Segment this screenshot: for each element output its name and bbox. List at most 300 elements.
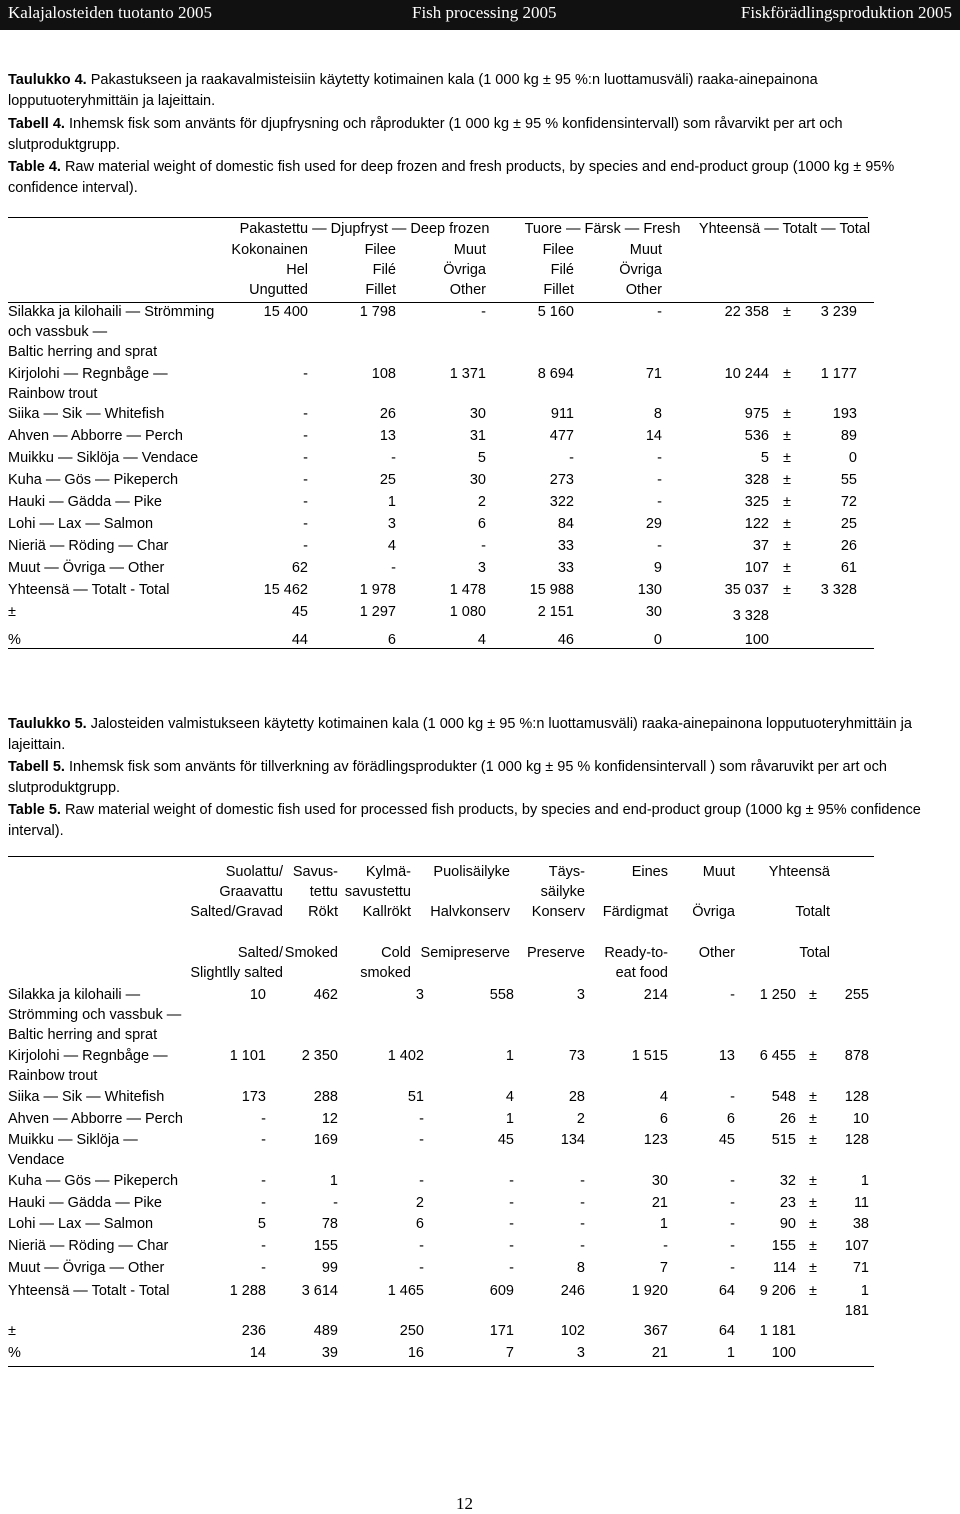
table-cell: 1 402	[387, 1048, 424, 1064]
row-label: Silakka ja kilohaili — Strömming	[8, 304, 215, 320]
confidence-interval: 11	[853, 1195, 869, 1211]
table-cell: -	[663, 1238, 668, 1254]
table-cell: 2	[477, 494, 486, 510]
table-cell: 975	[744, 406, 769, 422]
confidence-interval: 26	[840, 538, 857, 554]
table-cell: 5 160	[537, 304, 574, 320]
table-cell: 1 478	[449, 582, 486, 598]
column-header: Other	[625, 282, 662, 298]
table-cell: 78	[321, 1216, 338, 1232]
row-label: Ahven — Abborre — Perch	[8, 428, 183, 444]
column-header: Övriga	[619, 262, 662, 278]
confidence-interval: 61	[840, 560, 857, 576]
table-cell: 32	[779, 1173, 796, 1189]
column-header: Muut	[629, 242, 662, 258]
table-cell: 8	[653, 406, 662, 422]
table-cell: 62	[291, 560, 308, 576]
table-cell: 12	[321, 1111, 338, 1127]
table-cell: 3	[415, 987, 424, 1003]
row-label: Kuha — Gös — Pikeperch	[8, 1173, 179, 1189]
table-cell: 367	[643, 1323, 668, 1339]
column-header: Filé	[372, 262, 396, 278]
caption-label: Tabell 5.	[8, 759, 65, 775]
table-cell: -	[303, 494, 308, 510]
table-cell: 4	[505, 1089, 514, 1105]
column-header: Filé	[550, 262, 574, 278]
plus-minus: ±	[783, 494, 791, 510]
confidence-interval: 38	[852, 1216, 869, 1232]
table-cell: -	[261, 1111, 266, 1127]
table-cell: 23	[779, 1195, 796, 1211]
table-cell: 1 798	[359, 304, 396, 320]
table-cell: 45	[497, 1132, 514, 1148]
row-label: och vassbuk —	[8, 324, 108, 340]
table-cell: 3	[477, 560, 486, 576]
table-cell: 2 350	[301, 1048, 338, 1064]
table-cell: 30	[469, 406, 486, 422]
table-cell: 1 250	[759, 987, 796, 1003]
table-cell: 107	[744, 560, 769, 576]
table-cell: -	[730, 1260, 735, 1276]
column-header: Muut	[453, 242, 486, 258]
table-cell: 1	[726, 1345, 735, 1361]
table-cell: 30	[469, 472, 486, 488]
plus-minus: ±	[783, 560, 791, 576]
table-cell: 6 455	[759, 1048, 796, 1064]
table-cell: 14	[249, 1345, 266, 1361]
row-label: Siika — Sik — Whitefish	[8, 406, 165, 422]
table-cell: 3 328	[732, 608, 769, 624]
table-cell: -	[730, 987, 735, 1003]
table-cell: 6	[415, 1216, 424, 1232]
table-cell: 10 244	[724, 366, 769, 382]
plus-minus: ±	[809, 1283, 817, 1299]
column-header-en: Semipreserve	[420, 945, 510, 961]
table-cell: -	[303, 450, 308, 466]
table-cell: 35 037	[724, 582, 769, 598]
table-cell: 100	[771, 1345, 796, 1361]
table-cell: 2	[576, 1111, 585, 1127]
column-header: Filee	[542, 242, 574, 258]
table-cell: 1 080	[449, 604, 486, 620]
column-header: Halvkonserv	[430, 904, 510, 920]
table-cell: 250	[399, 1323, 424, 1339]
column-header: Fillet	[543, 282, 574, 298]
table-cell: 155	[313, 1238, 338, 1254]
caption-text: Pakastukseen ja raakavalmisteisiin käytetty kotimainen kala (1 000 kg ± 95 %:n luottamusväli) raaka-ainepainona lopputuoteryhmittäin ja lajeittain.	[8, 72, 818, 109]
table-cell: 8	[576, 1260, 585, 1276]
table-cell: 46	[557, 632, 574, 648]
column-header: Suolattu/	[225, 864, 283, 880]
plus-minus: ±	[783, 450, 791, 466]
column-header: säilyke	[540, 884, 585, 900]
column-header: Färdigmat	[602, 904, 668, 920]
table-cell: 548	[771, 1089, 796, 1105]
table-cell: 4	[477, 632, 486, 648]
confidence-interval: 55	[840, 472, 857, 488]
column-header-en: eat food	[615, 965, 668, 981]
column-header: Eines	[631, 864, 668, 880]
table-cell: 3	[576, 987, 585, 1003]
table-cell: 0	[653, 632, 662, 648]
table-cell: -	[419, 1238, 424, 1254]
confidence-interval: 72	[840, 494, 857, 510]
confidence-interval: 128	[844, 1132, 869, 1148]
table-cell: 44	[291, 632, 308, 648]
table-cell: 6	[659, 1111, 668, 1127]
row-label: Muut — Övriga — Other	[8, 1260, 165, 1276]
column-header-en: Smoked	[284, 945, 338, 961]
table-cell: -	[730, 1089, 735, 1105]
confidence-interval: 128	[844, 1089, 869, 1105]
table-cell: 515	[771, 1132, 796, 1148]
confidence-interval: 193	[832, 406, 857, 422]
plus-minus: ±	[783, 304, 791, 320]
table-cell: -	[509, 1238, 514, 1254]
row-label: Kirjolohi — Regnbåge —	[8, 366, 168, 382]
table-cell: 7	[659, 1260, 668, 1276]
column-header-en: Salted/	[237, 945, 283, 961]
table-cell: -	[419, 1111, 424, 1127]
column-header-en: smoked	[360, 965, 411, 981]
table-cell: 7	[505, 1345, 514, 1361]
table-cell: -	[261, 1195, 266, 1211]
table-cell: 3 614	[301, 1283, 338, 1299]
table-cell: 29	[645, 516, 662, 532]
column-header: Konserv	[531, 904, 585, 920]
table-cell: 28	[568, 1089, 585, 1105]
table-cell: 21	[651, 1345, 668, 1361]
table-cell: -	[580, 1173, 585, 1189]
column-header: Rökt	[308, 904, 338, 920]
table-cell: -	[303, 472, 308, 488]
table-cell: -	[509, 1260, 514, 1276]
plus-minus: ±	[809, 987, 817, 1003]
group-header: Tuore — Färsk — Fresh	[524, 221, 681, 237]
table-cell: -	[419, 1260, 424, 1276]
table-cell: 609	[489, 1283, 514, 1299]
row-label: Muikku — Siklöja — Vendace	[8, 450, 199, 466]
plus-minus: ±	[809, 1089, 817, 1105]
table-cell: -	[261, 1238, 266, 1254]
table-top-rule	[8, 856, 874, 857]
column-header-en: Other	[698, 945, 735, 961]
group-header: Yhteensä — Totalt — Total	[698, 221, 871, 237]
column-header-en: Preserve	[526, 945, 585, 961]
confidence-interval: 3 328	[820, 582, 857, 598]
table-cell: 13	[718, 1048, 735, 1064]
table-cell: 1 181	[759, 1323, 796, 1339]
table-cell: -	[657, 304, 662, 320]
table-cell: 558	[489, 987, 514, 1003]
table-cell: -	[333, 1195, 338, 1211]
table-cell: 1	[387, 494, 396, 510]
confidence-interval: 10	[852, 1111, 869, 1127]
row-label: Muut — Övriga — Other	[8, 560, 165, 576]
row-label: Muikku — Siklöja —	[8, 1132, 138, 1148]
column-header: Kallrökt	[362, 904, 411, 920]
table-cell: 1 515	[631, 1048, 668, 1064]
table-cell: 3	[576, 1345, 585, 1361]
table-cell: 288	[313, 1089, 338, 1105]
table-cell: 1 101	[229, 1048, 266, 1064]
plus-minus: ±	[809, 1111, 817, 1127]
confidence-interval: 0	[848, 450, 857, 466]
table-cell: 236	[241, 1323, 266, 1339]
column-header: Yhteensä	[768, 864, 830, 880]
table-cell: 2	[415, 1195, 424, 1211]
row-label: Rainbow trout	[8, 386, 98, 402]
plus-minus: ±	[809, 1238, 817, 1254]
table-cell: 64	[718, 1323, 735, 1339]
column-header-en: Cold	[381, 945, 411, 961]
table-cell: -	[730, 1195, 735, 1211]
table-cell: 536	[744, 428, 769, 444]
group-header: Pakastettu — Djupfryst — Deep frozen	[239, 221, 490, 237]
column-header: Puolisäilyke	[433, 864, 510, 880]
header-right: Fiskförädlingsproduktion 2005	[740, 3, 952, 22]
column-header: Muut	[702, 864, 735, 880]
row-label: Strömming och vassbuk —	[8, 1007, 182, 1023]
table-cell: 31	[469, 428, 486, 444]
table-cell: 22 358	[724, 304, 769, 320]
table-cell: 6	[387, 632, 396, 648]
table-cell: 1 297	[359, 604, 396, 620]
confidence-interval: 3 239	[820, 304, 857, 320]
plus-minus: ±	[809, 1132, 817, 1148]
column-header: Kylmä-	[365, 864, 411, 880]
table-cell: 26	[379, 406, 396, 422]
row-label: Yhteensä — Totalt - Total	[8, 582, 170, 598]
column-header: Other	[449, 282, 486, 298]
table-cell: 15 988	[529, 582, 574, 598]
column-header: tettu	[309, 884, 338, 900]
table-cell: 9	[653, 560, 662, 576]
row-label: Baltic herring and sprat	[8, 344, 158, 360]
table-cell: -	[657, 494, 662, 510]
column-header: Hel	[286, 262, 308, 278]
table-cell: 15 400	[263, 304, 308, 320]
caption-label: Taulukko 5.	[8, 716, 87, 732]
table-cell: 1 920	[631, 1283, 668, 1299]
row-label: Nieriä — Röding — Char	[8, 538, 169, 554]
table-cell: 1	[659, 1216, 668, 1232]
table-cell: -	[391, 450, 396, 466]
column-header: Graavattu	[219, 884, 283, 900]
confidence-interval: 25	[840, 516, 857, 532]
table-cell: -	[509, 1195, 514, 1211]
table-cell: -	[657, 450, 662, 466]
table-cell: 477	[549, 428, 574, 444]
column-header: Övriga	[443, 262, 486, 278]
table-cell: -	[419, 1132, 424, 1148]
table-cell: 5	[477, 450, 486, 466]
row-label: Ahven — Abborre — Perch	[8, 1111, 183, 1127]
caption-label: Tabell 4.	[8, 116, 65, 132]
caption-text: Inhemsk fisk som använts för djupfrysning och råprodukter (1 000 kg ± 95 % konfidensintervall) som råvarvikt per art och slutproduktgrupp.	[8, 116, 843, 153]
caption-text: Raw material weight of domestic fish used for deep frozen and fresh products, by species and end-product group (1000 kg ± 95% confidence interval).	[8, 159, 895, 196]
table-cell: 37	[752, 538, 769, 554]
table-cell: -	[303, 428, 308, 444]
column-header: Täys-	[548, 864, 585, 880]
column-header: Fillet	[365, 282, 396, 298]
plus-minus: ±	[809, 1195, 817, 1211]
table-top-rule	[8, 217, 868, 218]
table-cell: 114	[772, 1260, 796, 1276]
table-cell: 911	[550, 406, 574, 422]
caption-label: Taulukko 4.	[8, 72, 87, 88]
table-cell: 6	[726, 1111, 735, 1127]
column-header: Kokonainen	[231, 242, 308, 258]
page-number: 12	[456, 1494, 473, 1513]
table-cell: 100	[744, 632, 769, 648]
confidence-interval: 1	[860, 1173, 869, 1189]
table-cell: 64	[718, 1283, 735, 1299]
table-cell: -	[303, 538, 308, 554]
confidence-interval: 878	[844, 1048, 869, 1064]
row-label: Hauki — Gädda — Pike	[8, 494, 162, 510]
table5-caption-fi	[8, 714, 948, 756]
table-cell: 6	[477, 516, 486, 532]
confidence-interval: 89	[840, 428, 857, 444]
table-cell: 30	[645, 604, 662, 620]
column-header-en: Slightlly salted	[190, 965, 283, 981]
column-header: savustettu	[344, 884, 411, 900]
table-cell: 51	[407, 1089, 424, 1105]
table-cell: -	[657, 472, 662, 488]
table-cell: -	[657, 538, 662, 554]
row-label: %	[8, 1345, 21, 1361]
plus-minus: ±	[809, 1260, 817, 1276]
table-cell: 246	[560, 1283, 585, 1299]
column-header: Salted/Gravad	[190, 904, 283, 920]
plus-minus: ±	[783, 516, 791, 532]
table-cell: 73	[568, 1048, 585, 1064]
table-cell: 4	[387, 538, 396, 554]
table-cell: 1	[329, 1173, 338, 1189]
confidence-interval: 1 177	[820, 366, 857, 382]
table-cell: 90	[779, 1216, 796, 1232]
table-cell: 33	[557, 538, 574, 554]
table-cell: 1 465	[387, 1283, 424, 1299]
table-cell: 1 371	[449, 366, 486, 382]
table-cell: 84	[557, 516, 574, 532]
row-label: Yhteensä — Totalt - Total	[8, 1283, 170, 1299]
table-cell: 3	[387, 516, 396, 532]
plus-minus: ±	[809, 1173, 817, 1189]
row-label: Lohi — Lax — Salmon	[8, 1216, 154, 1232]
table-cell: 134	[560, 1132, 585, 1148]
table-cell: 16	[407, 1345, 424, 1361]
row-label: Baltic herring and sprat	[8, 1027, 158, 1043]
table-4	[0, 0, 960, 700]
table-cell: 171	[489, 1323, 514, 1339]
table-cell: -	[580, 1216, 585, 1232]
table-cell: 155	[771, 1238, 796, 1254]
table-cell: 489	[313, 1323, 338, 1339]
table-cell: 21	[651, 1195, 668, 1211]
table-cell: 273	[549, 472, 574, 488]
table-cell: 462	[313, 987, 338, 1003]
table-cell: -	[261, 1173, 266, 1189]
table-cell: -	[509, 1216, 514, 1232]
table-cell: 325	[744, 494, 769, 510]
table-cell: 45	[291, 604, 308, 620]
plus-minus: ±	[783, 406, 791, 422]
table-cell: -	[419, 1173, 424, 1189]
table-cell: -	[261, 1260, 266, 1276]
table-cell: -	[481, 304, 486, 320]
confidence-interval: 107	[844, 1238, 869, 1254]
plus-minus: ±	[783, 366, 791, 382]
table-cell: 33	[557, 560, 574, 576]
table-cell: 328	[744, 472, 769, 488]
caption-text: Jalosteiden valmistukseen käytetty kotimainen kala (1 000 kg ± 95 %:n luottamusväli) raaka-ainepainona lopputuoteryhmittäin ja lajeittain.	[8, 716, 912, 753]
row-label: Kirjolohi — Regnbåge —	[8, 1048, 168, 1064]
table-cell: 99	[321, 1260, 338, 1276]
column-header-en: Ready-to-	[604, 945, 668, 961]
table-cell: 1	[505, 1048, 514, 1064]
table-cell: 10	[249, 987, 266, 1003]
table5-caption-en	[8, 800, 948, 842]
table-cell: 108	[371, 366, 396, 382]
table-cell: -	[303, 366, 308, 382]
table-cell: -	[303, 516, 308, 532]
table-cell: -	[261, 1132, 266, 1148]
header-left: Kalajalosteiden tuotanto 2005	[8, 3, 212, 22]
caption-label: Table 4.	[8, 159, 61, 175]
table-cell: 15 462	[263, 582, 308, 598]
table-cell: 169	[313, 1132, 338, 1148]
plus-minus: ±	[783, 538, 791, 554]
row-label: ±	[8, 604, 16, 620]
row-label: Vendace	[8, 1152, 65, 1168]
column-header: Filee	[364, 242, 396, 258]
caption-text: Inhemsk fisk som använts för tillverkning av förädlingsprodukter (1 000 kg ± 95 % konfidensintervall ) som råvaruvikt per art och slutproduktgrupp.	[8, 759, 887, 796]
table-cell: 1 978	[359, 582, 396, 598]
table-cell: -	[569, 450, 574, 466]
table-cell: 14	[645, 428, 662, 444]
table-cell: 8 694	[537, 366, 574, 382]
table-cell: 39	[321, 1345, 338, 1361]
table-cell: 122	[744, 516, 769, 532]
table-cell: -	[481, 538, 486, 554]
plus-minus: ±	[809, 1216, 817, 1232]
table-cell: 173	[241, 1089, 266, 1105]
confidence-interval: 1 181	[844, 1283, 869, 1319]
column-header: Totalt	[795, 904, 830, 920]
table-cell: 45	[718, 1132, 735, 1148]
table-cell: 5	[760, 450, 769, 466]
table-cell: 25	[379, 472, 396, 488]
table-cell: -	[509, 1173, 514, 1189]
table-cell: 26	[779, 1111, 796, 1127]
table-cell: 130	[637, 582, 662, 598]
table-cell: -	[580, 1238, 585, 1254]
plus-minus: ±	[783, 472, 791, 488]
table-cell: 1	[505, 1111, 514, 1127]
confidence-interval: 71	[852, 1260, 869, 1276]
row-label: Kuha — Gös — Pikeperch	[8, 472, 179, 488]
table-cell: -	[303, 406, 308, 422]
row-label: Rainbow trout	[8, 1068, 98, 1084]
column-header-en: Total	[799, 945, 830, 961]
table-cell: 30	[651, 1173, 668, 1189]
row-label: Siika — Sik — Whitefish	[8, 1089, 165, 1105]
table-cell: 4	[659, 1089, 668, 1105]
table-cell: 2 151	[537, 604, 574, 620]
caption-label: Table 5.	[8, 802, 61, 818]
